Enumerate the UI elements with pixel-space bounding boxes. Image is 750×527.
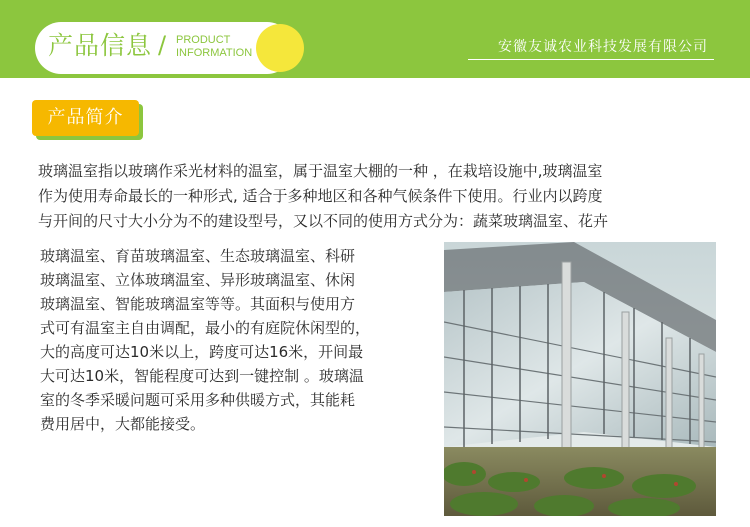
- intro-paragraph: [38, 159, 728, 234]
- header-banner: [0, 0, 750, 78]
- greenhouse-photo: [444, 242, 716, 516]
- intro-line: 作为使用寿命最长的一种形式, 适合于多种地区和各种气候条件下使用。行业内以跨度: [38, 187, 603, 205]
- detail-line: 玻璃温室、立体玻璃温室、异形玻璃温室、休闲: [40, 271, 356, 289]
- detail-line: 玻璃温室、智能玻璃温室等等。其面积与使用方: [40, 295, 356, 313]
- decorative-circle-icon: [256, 24, 304, 72]
- detail-line: 式可有温室主自由调配，最小的有庭院休闲型的，: [40, 319, 371, 337]
- detail-line: 室的冬季采暖问题可采用多种供暖方式，其能耗: [40, 391, 356, 409]
- title-en-line1: PRODUCT: [176, 34, 231, 46]
- detail-line: 费用居中，大都能接受。: [40, 415, 206, 433]
- page-title-english: [176, 34, 252, 60]
- title-en-line2: INFORMATION: [176, 47, 253, 59]
- detail-line: 玻璃温室、育苗玻璃温室、生态玻璃温室、科研: [40, 247, 356, 265]
- intro-line: 玻璃温室指以玻璃作采光材料的温室，属于温室大棚的一种 ，在栽培设施中,玻璃温室: [38, 162, 603, 180]
- page-title: 产品信息: [48, 31, 153, 60]
- company-underline: [468, 59, 714, 60]
- detail-line: 大可达10米，智能程度可达到一键控制 。玻璃温: [40, 367, 364, 385]
- title-divider: /: [158, 31, 167, 59]
- section-badge: 产品简介: [32, 100, 139, 136]
- company-name: 安徽友诚农业科技发展有限公司: [498, 39, 708, 55]
- detail-line: 大的高度可达10米以上，跨度可达16米，开间最: [40, 343, 364, 361]
- detail-paragraph: [40, 244, 440, 436]
- intro-line: 与开间的尺寸大小分为不的建设型号，又以不同的使用方式分为：蔬菜玻璃温室、花卉: [38, 212, 609, 230]
